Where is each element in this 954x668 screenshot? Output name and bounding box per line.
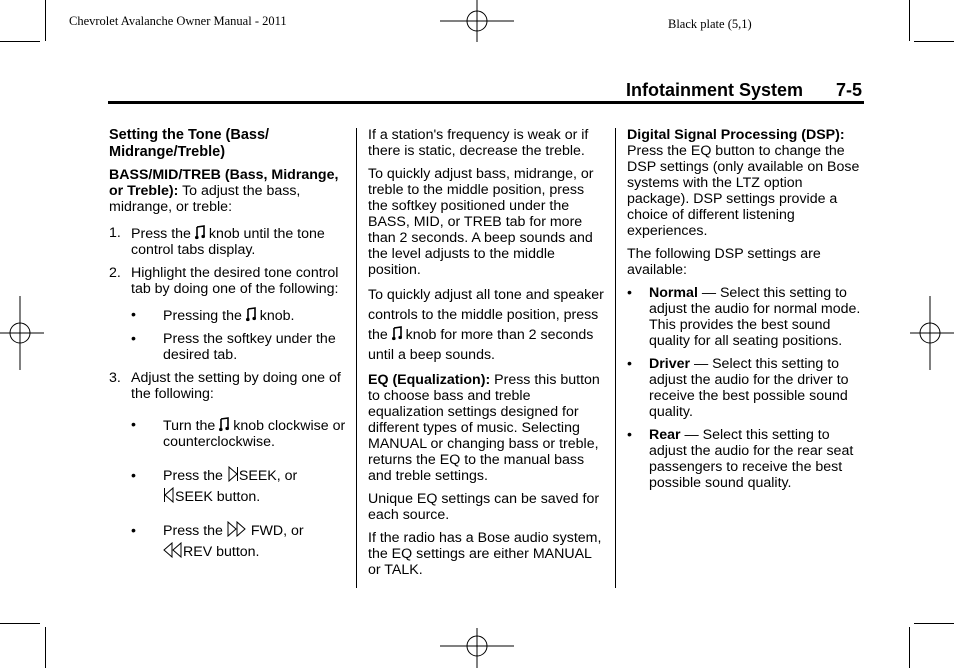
step-text: knob until the tone control tabs display. [131,226,325,258]
paragraph: If a station's frequency is weak or if there is static, decrease the treble. [368,127,589,159]
crop-mark [909,0,910,41]
seek-back-icon [163,487,175,503]
paragraph [368,372,606,484]
crop-mark [914,623,954,624]
registration-mark-icon [0,296,44,370]
column-1 [109,127,349,570]
bullet-text: Press the softkey under the desired tab. [163,331,336,363]
music-note-icon [246,307,256,322]
bullet-text: Press the [163,468,223,484]
step-text: Adjust the setting by doing one of the following: [131,370,341,402]
paragraph-text: To quickly adjust all tone and speaker controls to the middle position, press the [368,287,604,343]
header-rule [108,101,864,104]
crop-mark [45,627,46,668]
bullet: • [627,427,632,443]
bullet-item [627,285,863,349]
bullet-text: SEEK button. [175,489,261,505]
column-2 [368,127,606,585]
paragraph [368,285,606,365]
step-number: 3. [109,370,121,386]
bullet: • [131,331,136,347]
bullet: • [131,523,136,539]
crop-mark [914,41,954,42]
step-number: 1. [109,225,121,241]
paragraph-text: Press this button to choose bass and treble equalization settings designed for different types of music. Selecting MANUAL or changing bass or treble, returns the EQ to the manual bass and treble settings. [368,372,600,484]
bullet: • [627,285,632,301]
bullet: • [131,417,136,433]
paragraph: The following DSP settings are available: [627,246,821,278]
setting-name: Driver [649,356,691,372]
registration-mark-icon [440,626,514,668]
column-divider [615,128,616,588]
bullet-text: REV button. [183,544,260,560]
paragraph: Unique EQ settings can be saved for each source. [368,491,600,523]
page-number: 7-5 [836,80,863,100]
bullet-text: Press the [163,523,223,539]
paragraph: To quickly adjust bass, midrange, or treble to the middle position, press the softkey positioned under the BASS, MID, or TREB tab for more than 2 seconds. A beep sounds and the level adjusts to the middle position. [368,166,594,278]
crop-mark [909,627,910,668]
bullet-item [109,331,349,363]
bullet-text: FWD, or [250,523,304,539]
bullet-item [109,521,349,563]
bullet: • [627,356,632,372]
column-3 [627,127,863,498]
bullet-item [627,356,863,420]
setting-name: Rear [649,427,681,443]
paragraph-text: knob for more than 2 seconds until a beep sounds. [368,327,594,363]
music-note-icon [219,417,229,432]
bullet-text: knob. [259,308,295,324]
crop-mark [0,623,40,624]
step-text: Highlight the desired tone control tab by doing one of the following: [131,265,339,297]
intro-text: To adjust the bass, midrange, or treble: [109,183,301,215]
paragraph: If the radio has a Bose audio system, the EQ settings are either MANUAL or TALK. [368,530,602,578]
header-plate: Black plate (5,1) [668,17,752,31]
bullet-item [109,466,349,508]
bullet: • [131,468,136,484]
bullet-item [109,307,349,324]
step-3 [109,370,349,402]
crop-mark [45,0,46,41]
paragraph [627,127,863,239]
bullet-text: Turn the [163,418,216,434]
bullet-text: — Select this setting to adjust the audio for normal mode. This provides the best sound quality for all seating positions. [649,285,861,349]
section-title: Infotainment System [626,80,804,100]
step-1 [109,225,349,258]
bullet-text: knob clockwise or counterclockwise. [163,418,346,450]
crop-mark [0,41,40,42]
bullet-text: Pressing the [163,308,242,324]
intro-paragraph [109,167,349,215]
step-2 [109,265,349,297]
bullet: • [131,307,136,323]
bullet-item [109,417,349,450]
paragraph-text: Press the EQ button to change the DSP settings (only available on Bose systems with the LTZ option package). DSP settings provide a choice of different listening experiences. [627,143,860,239]
eq-label: EQ (Equalization): [368,372,491,388]
bullet-text: — Select this setting to adjust the audio for the rear seat passengers to receive the best possible sound quality. [649,427,854,491]
music-note-icon [195,225,205,240]
seek-forward-icon [227,466,239,482]
registration-mark-icon [440,0,514,44]
registration-mark-icon [910,296,954,370]
intro-label: BASS/MID/TREB (Bass, Midrange, or Treble): [109,167,339,199]
setting-name: Normal [649,285,698,301]
bullet-text: — Select this setting to adjust the audio for the driver to receive the best possible sound quality. [649,356,849,420]
bullet-item [627,427,863,491]
dsp-label: Digital Signal Processing (DSP): [627,127,845,143]
column-divider [356,128,357,588]
step-text: Press the [131,226,191,242]
tone-heading: Setting the Tone (Bass/ Midrange/Treble) [109,127,270,160]
step-number: 2. [109,265,121,281]
music-note-icon [392,326,402,341]
rewind-icon [163,542,183,558]
fast-forward-icon [227,521,247,537]
header-manual-title: Chevrolet Avalanche Owner Manual - 2011 [69,14,287,28]
bullet-text: SEEK, or [238,468,298,484]
